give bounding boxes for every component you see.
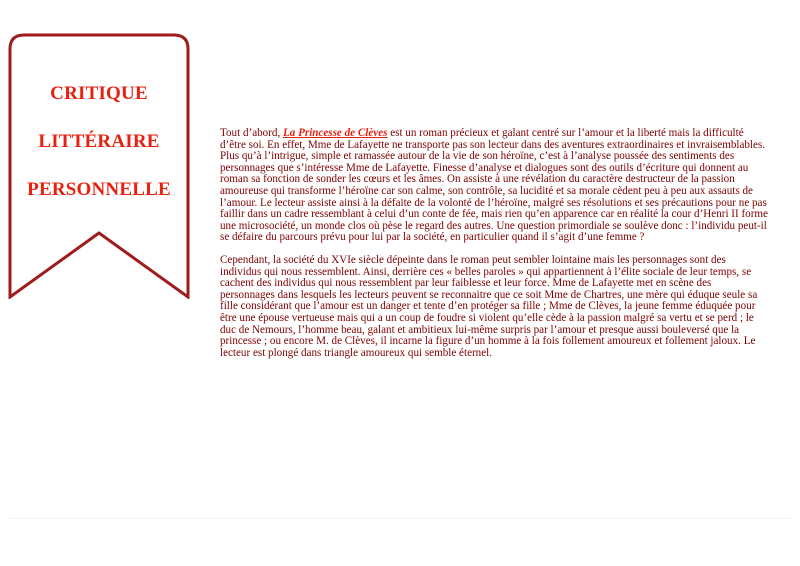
page-divider bbox=[10, 518, 790, 519]
paragraph-1-intro: Tout d’abord, bbox=[220, 127, 283, 139]
paragraph-2: Cependant, la société du XVIe siècle dépeinte dans le roman peut sembler lointaine mais les personnages sont des individus qui nous ressemblent. Ainsi, derrière ces « belles paroles » qui appartiennent à l’élite sociale de leur temps, se cachent des individus qui nous ressemblent par leur faiblesse et leur force. Mme de Lafayette met en scène des personnages dans lesquels les lecteurs peuvent se reconnaitre que ce soit Mme de Chartres, une mère qui éduque seule sa fille considérant que l’amour est un danger et tente d’en protéger sa fille ; Mme de Clèves, la jeune femme éduquée pour être une épouse vertueuse mais qui a un coup de foudre si violent qu’elle cède à la passion malgré sa vertu et se perd ; le duc de Nemours, l’homme beau, galant et ambitieux lui-même surpris par l’amour et presque aussi bouleversé que la princesse ; ou encore M. de Clèves, il incarne la figure d’un homme à la fois follement amoureux et follement jaloux. Le lecteur est plongé dans triangle amoureux qui semble éternel. bbox=[220, 253, 758, 359]
banner-line-personnelle: PERSONNELLE bbox=[27, 179, 171, 200]
paragraph-1-body: est un roman précieux et galant centré sur l’amour et la liberté mais la difficulté d’être soi. En effet, Mme de Lafayette ne transporte pas son lecteur dans des aventures extraordinaires et invraisemblables. Plus qu’à l’intrigue, simple et ramassée autour de la vie de son héroïne, c’est à l’analyse poussée des sentiments des personnages que s’intéresse Mme de Lafayette. Finesse d’analyse et dialogues sont des outils d’écriture qui donnent au roman sa fonction de sonder les cœurs et les âmes. On assiste à une révélation du caractère destructeur de la passion amoureuse qui transforme l’héroïne car son calme, son contrôle, sa lucidité et sa morale cèdent peu à peu aux assauts de l’amour. Le lecteur assiste ainsi à la défaite de la volonté de l’héroïne, malgré ses résolutions et ses précautions pour ne pas faillir dans un cadre ressemblant à celui d’un conte de fée, mais rien qu’en apparence car en réalité la cour d’Henri II forme une microsociété, un monde clos où pèse le regard des autres. Une question primordiale se soulève donc : l’individu peut-il se défaire du parcours prévu pour lui par la société, en particulier quand il s’agit d’une femme ? bbox=[220, 127, 768, 244]
banner-line-critique: CRITIQUE bbox=[50, 83, 148, 104]
banner-line-litteraire: LITTÉRAIRE bbox=[38, 131, 160, 152]
article-body bbox=[220, 128, 768, 359]
banner-ribbon-shape bbox=[8, 33, 190, 299]
book-title: La Princesse de Clèves bbox=[283, 127, 388, 139]
paragraph-1 bbox=[220, 128, 768, 244]
section-banner bbox=[8, 33, 190, 299]
